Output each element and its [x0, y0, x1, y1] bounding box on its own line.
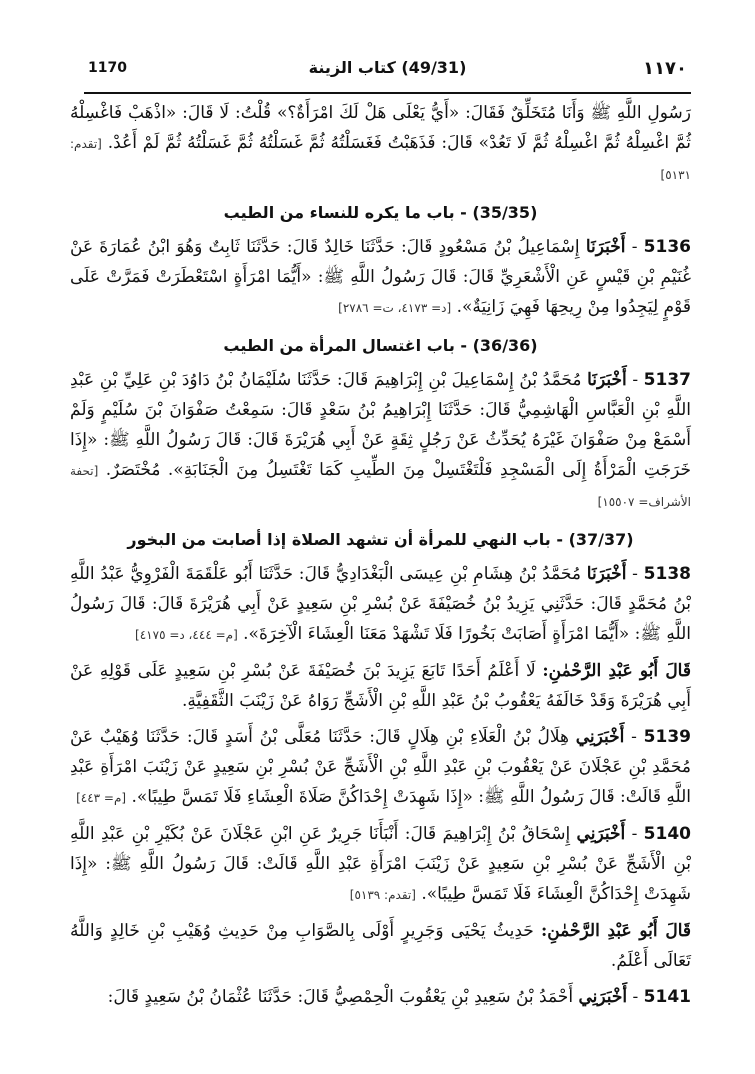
- hadith-number: 5137: [643, 370, 691, 390]
- hadith-paragraph: 5137 - أَخْبَرَنَا مُحَمَّدُ بْنُ إِسْمَاعِيلَ بْنِ إِبْرَاهِيمَ قَالَ: حَدَّثَنَا سُلَيْمَانُ بْنُ دَاوُدَ بْنِ عَلِيِّ بْنِ عَبْدِ اللَّهِ بْنِ الْعَبَّاسِ الْهَاشِمِيُّ قَالَ: حَدَّثَنَا إِبْرَاهِيمُ بْنُ سَعْدٍ قَالَ: سَمِعْتُ صَفْوَانَ بْنَ سُلَيْمٍ وَلَمْ أَسْمَعْ مِنْ صَفْوَانَ غَيْرَهُ يُحَدِّثُ عَنْ رَجُلٍ ثِقَةٍ عَنْ أَبِي هُرَيْرَةَ قَالَ: قَالَ رَسُولُ اللَّهِ ﷺ: «إِذَا خَرَجَتِ الْمَرْأَةُ إِلَى الْمَسْجِدِ فَلْتَغْتَسِلْ مِنَ الطِّيبِ كَمَا تَغْتَسِلُ مِنَ الْجَنَابَةِ». مُخْتَصَرٌ. [تحفة الأشراف= ١٥٥٠٧]: [70, 370, 691, 509]
- hadith-number: 5138: [643, 564, 691, 584]
- chapter-heading: (36/36) - باب اغتسال المرأة من الطيب: [223, 336, 538, 355]
- reference-note: [تقدم: ٥١٣١]: [70, 137, 691, 182]
- hadith-text: رَسُولِ اللَّهِ ﷺ وَأَنَا مُتَخَلِّقٌ فَقَالَ: «أَيُّ يَعْلَى هَلْ لَكَ امْرَأَةٌ؟» قُلْتُ: لَا قَالَ: «اذْهَبْ فَاغْسِلْهُ ثُمَّ اغْسِلْهُ ثُمَّ اغْسِلْهُ ثُمَّ لَا تَعُدْ» قَالَ: فَذَهَبْتُ فَغَسَلْتُهُ ثُمَّ غَسَلْتُهُ ثُمَّ غَسَلْتُهُ ثُمَّ لَمْ أَعُدْ.: [70, 103, 692, 153]
- chapter-heading: (35/35) - باب ما يكره للنساء من الطيب: [223, 203, 538, 222]
- narration-lead: أَخْبَرَنِي: [576, 824, 626, 844]
- hadith-paragraph: 5140 - أَخْبَرَنِي إِسْحَاقُ بْنُ إِبْرَاهِيمَ قَالَ: أَنْبَأَنَا جَرِيرٌ عَنِ ابْنِ عَجْلَانَ عَنْ بُكَيْرِ بْنِ عَبْدِ اللَّهِ بْنِ الْأَشَجِّ عَنْ بُسْرِ بْنِ سَعِيدٍ عَنْ زَيْنَبَ امْرَأَةِ عَبْدِ اللَّهِ قَالَتْ: قَالَ رَسُولُ اللَّهِ ﷺ: «إِذَا شَهِدَتْ إِحْدَاكُنَّ الْعِشَاءَ فَلَا تَمَسَّ طِيبًا». [تقدم: ٥١٣٩]: [70, 824, 691, 904]
- hadith-paragraph: 5139 - أَخْبَرَنِي هِلَالُ بْنُ الْعَلَاءِ بْنِ هِلَالٍ قَالَ: حَدَّثَنَا مُعَلَّى بْنُ أَسَدٍ قَالَ: حَدَّثَنَا وُهَيْبٌ عَنْ مُحَمَّدِ بْنِ عَجْلَانَ عَنْ يَعْقُوبَ بْنِ عَبْدِ اللَّهِ بْنِ الْأَشَجِّ عَنْ بُسْرِ بْنِ سَعِيدٍ عَنْ زَيْنَبَ امْرَأَةِ عَبْدِ اللَّهِ قَالَتْ: قَالَ رَسُولُ اللَّهِ ﷺ: «إِذَا شَهِدَتْ إِحْدَاكُنَّ صَلَاةَ الْعِشَاءِ فَلَا تَمَسَّ طِيبًا». [م= ٤٤٣]: [70, 727, 691, 807]
- hadith-text: مُحَمَّدُ بْنُ إِسْمَاعِيلَ بْنِ إِبْرَاهِيمَ قَالَ: حَدَّثَنَا سُلَيْمَانُ بْنُ دَاوُدَ بْنِ عَلِيِّ بْنِ عَبْدِ اللَّهِ بْنِ الْعَبَّاسِ الْهَاشِمِيُّ قَالَ: حَدَّثَنَا إِبْرَاهِيمُ بْنُ سَعْدٍ قَالَ: سَمِعْتُ صَفْوَانَ بْنَ سُلَيْمٍ وَلَمْ أَسْمَعْ مِنْ صَفْوَانَ غَيْرَهُ يُحَدِّثُ عَنْ رَجُلٍ ثِقَةٍ عَنْ أَبِي هُرَيْرَةَ قَالَ: قَالَ رَسُولُ اللَّهِ ﷺ: «إِذَا خَرَجَتِ الْمَرْأَةُ إِلَى الْمَسْجِدِ فَلْتَغْتَسِلْ مِنَ الطِّيبِ كَمَا تَغْتَسِلُ مِنَ الْجَنَابَةِ». مُخْتَصَرٌ.: [70, 370, 691, 480]
- narration-lead: أَخْبَرَنَا: [586, 564, 627, 584]
- reference-note: [تحفة الأشراف= ١٥٥٠٧]: [70, 464, 691, 509]
- hadith-text: لَا أَعْلَمُ أَحَدًا تَابَعَ يَزِيدَ بْنَ خُصَيْفَةَ عَنْ بُسْرِ بْنِ سَعِيدٍ عَلَى قَوْلِهِ عَنْ أَبِي هُرَيْرَةَ وَقَدْ خَالَفَهُ يَعْقُوبُ بْنُ عَبْدِ اللَّهِ بْنِ الْأَشَجِّ رَوَاهُ عَنْ زَيْنَبَ الثَّقَفِيَّةِ.: [70, 661, 691, 711]
- hadith-text: هِلَالُ بْنُ الْعَلَاءِ بْنِ هِلَالٍ قَالَ: حَدَّثَنَا مُعَلَّى بْنُ أَسَدٍ قَالَ: حَدَّثَنَا وُهَيْبٌ عَنْ مُحَمَّدِ بْنِ عَجْلَانَ عَنْ يَعْقُوبَ بْنِ عَبْدِ اللَّهِ بْنِ الْأَشَجِّ عَنْ بُسْرِ بْنِ سَعِيدٍ عَنْ زَيْنَبَ امْرَأَةِ عَبْدِ اللَّهِ قَالَتْ: قَالَ رَسُولُ اللَّهِ ﷺ: «إِذَا شَهِدَتْ إِحْدَاكُنَّ صَلَاةَ الْعِشَاءِ فَلَا تَمَسَّ طِيبًا».: [70, 727, 691, 807]
- hadith-text: مُحَمَّدُ بْنُ هِشَامِ بْنِ عِيسَى الْبَغْدَادِيُّ قَالَ: حَدَّثَنَا أَبُو عَلْقَمَةَ الْفَرْوِيُّ عَبْدُ اللَّهِ بْنُ مُحَمَّدٍ قَالَ: حَدَّثَنِي يَزِيدُ بْنُ خُصَيْفَةَ عَنْ بُسْرِ بْنِ سَعِيدٍ عَنْ أَبِي هُرَيْرَةَ قَالَ: قَالَ رَسُولُ اللَّهِ ﷺ: «أَيُّمَا امْرَأَةٍ أَصَابَتْ بَخُورًا فَلَا تَشْهَدْ مَعَنَا الْعِشَاءَ الْآخِرَةَ».: [70, 564, 691, 644]
- commentary-paragraph: [70, 656, 691, 716]
- hadith-text: إِسْحَاقُ بْنُ إِبْرَاهِيمَ قَالَ: أَنْبَأَنَا جَرِيرٌ عَنِ ابْنِ عَجْلَانَ عَنْ بُكَيْرِ بْنِ عَبْدِ اللَّهِ بْنِ الْأَشَجِّ عَنْ بُسْرِ بْنِ سَعِيدٍ عَنْ زَيْنَبَ امْرَأَةِ عَبْدِ اللَّهِ قَالَتْ: قَالَ رَسُولُ اللَّهِ ﷺ: «إِذَا شَهِدَتْ إِحْدَاكُنَّ الْعِشَاءَ فَلَا تَمَسَّ طِيبًا».: [70, 824, 691, 904]
- hadith-number: 5139: [643, 727, 691, 747]
- page-number-arabic: ١١٧٠: [643, 58, 687, 79]
- hadith-number: 5141: [643, 987, 691, 1007]
- narration-lead: أَخْبَرَنِي: [578, 987, 628, 1007]
- page-body: [70, 98, 691, 1018]
- text-paragraph: [70, 98, 691, 190]
- reference-note: [د= ٤١٧٣، ت= ٢٧٨٦]: [338, 301, 452, 315]
- hadith-paragraph: 5141 - أَخْبَرَنِي أَحْمَدُ بْنُ سَعِيدِ بْنِ يَعْقُوبَ الْحِمْصِيُّ قَالَ: حَدَّثَنَا عُثْمَانُ بْنُ سَعِيدٍ قَالَ:: [107, 987, 691, 1007]
- reference-note: [تقدم: ٥١٣٩]: [349, 888, 416, 902]
- book-title: (49/31) كتاب الزينة: [308, 58, 467, 77]
- reference-note: [م= ٤٤٤، د= ٤١٧٥]: [135, 628, 238, 642]
- commentary-lead: قَالَ أَبُو عَبْدِ الرَّحْمٰنِ:: [542, 661, 691, 681]
- hadith-paragraph: 5138 - أَخْبَرَنَا مُحَمَّدُ بْنُ هِشَامِ بْنِ عِيسَى الْبَغْدَادِيُّ قَالَ: حَدَّثَنَا أَبُو عَلْقَمَةَ الْفَرْوِيُّ عَبْدُ اللَّهِ بْنُ مُحَمَّدٍ قَالَ: حَدَّثَنِي يَزِيدُ بْنُ خُصَيْفَةَ عَنْ بُسْرِ بْنِ سَعِيدٍ عَنْ أَبِي هُرَيْرَةَ قَالَ: قَالَ رَسُولُ اللَّهِ ﷺ: «أَيُّمَا امْرَأَةٍ أَصَابَتْ بَخُورًا فَلَا تَشْهَدْ مَعَنَا الْعِشَاءَ الْآخِرَةَ». [م= ٤٤٤، د= ٤١٧٥]: [70, 564, 691, 644]
- narration-lead: أَخْبَرَنِي: [575, 727, 625, 747]
- page-header: [84, 52, 691, 94]
- hadith-text: إِسْمَاعِيلُ بْنُ مَسْعُودٍ قَالَ: حَدَّثَنَا خَالِدٌ قَالَ: حَدَّثَنَا ثَابِتٌ وَهُوَ ابْنُ عُمَارَةَ عَنْ غُنَيْمِ بْنِ قَيْسٍ عَنِ الْأَشْعَرِيِّ قَالَ: قَالَ رَسُولُ اللَّهِ ﷺ: «أَيُّمَا امْرَأَةٍ اسْتَعْطَرَتْ فَمَرَّتْ عَلَى قَوْمٍ لِيَجِدُوا مِنْ رِيحِهَا فَهِيَ زَانِيَةٌ».: [70, 237, 691, 317]
- commentary-paragraph: [70, 916, 691, 976]
- hadith-number: 5140: [643, 824, 691, 844]
- narration-lead: أَخْبَرَنَا: [587, 370, 627, 390]
- narration-lead: أَخْبَرَنَا: [585, 237, 626, 257]
- hadith-text: أَحْمَدُ بْنُ سَعِيدِ بْنِ يَعْقُوبَ الْحِمْصِيُّ قَالَ: حَدَّثَنَا عُثْمَانُ بْنُ سَعِيدٍ قَالَ:: [107, 987, 574, 1007]
- commentary-lead: قَالَ أَبُو عَبْدِ الرَّحْمٰنِ:: [540, 921, 691, 941]
- reference-note: [م= ٤٤٣]: [76, 791, 127, 805]
- hadith-number: 5136: [643, 237, 691, 257]
- page-number-latin: 1170: [88, 60, 127, 76]
- chapter-heading: (37/37) - باب النهي للمرأة أن تشهد الصلاة إذا أصابت من البخور: [127, 530, 634, 549]
- hadith-paragraph: 5136 - أَخْبَرَنَا إِسْمَاعِيلُ بْنُ مَسْعُودٍ قَالَ: حَدَّثَنَا خَالِدٌ قَالَ: حَدَّثَنَا ثَابِتٌ وَهُوَ ابْنُ عُمَارَةَ عَنْ غُنَيْمِ بْنِ قَيْسٍ عَنِ الْأَشْعَرِيِّ قَالَ: قَالَ رَسُولُ اللَّهِ ﷺ: «أَيُّمَا امْرَأَةٍ اسْتَعْطَرَتْ فَمَرَّتْ عَلَى قَوْمٍ لِيَجِدُوا مِنْ رِيحِهَا فَهِيَ زَانِيَةٌ». [د= ٤١٧٣، ت= ٢٧٨٦]: [70, 237, 691, 317]
- hadith-text: حَدِيثُ يَحْيَى وَجَرِيرٍ أَوْلَى بِالصَّوَابِ مِنْ حَدِيثِ وُهَيْبِ بْنِ خَالِدٍ وَاللَّهُ تَعَالَى أَعْلَمُ.: [70, 921, 691, 971]
